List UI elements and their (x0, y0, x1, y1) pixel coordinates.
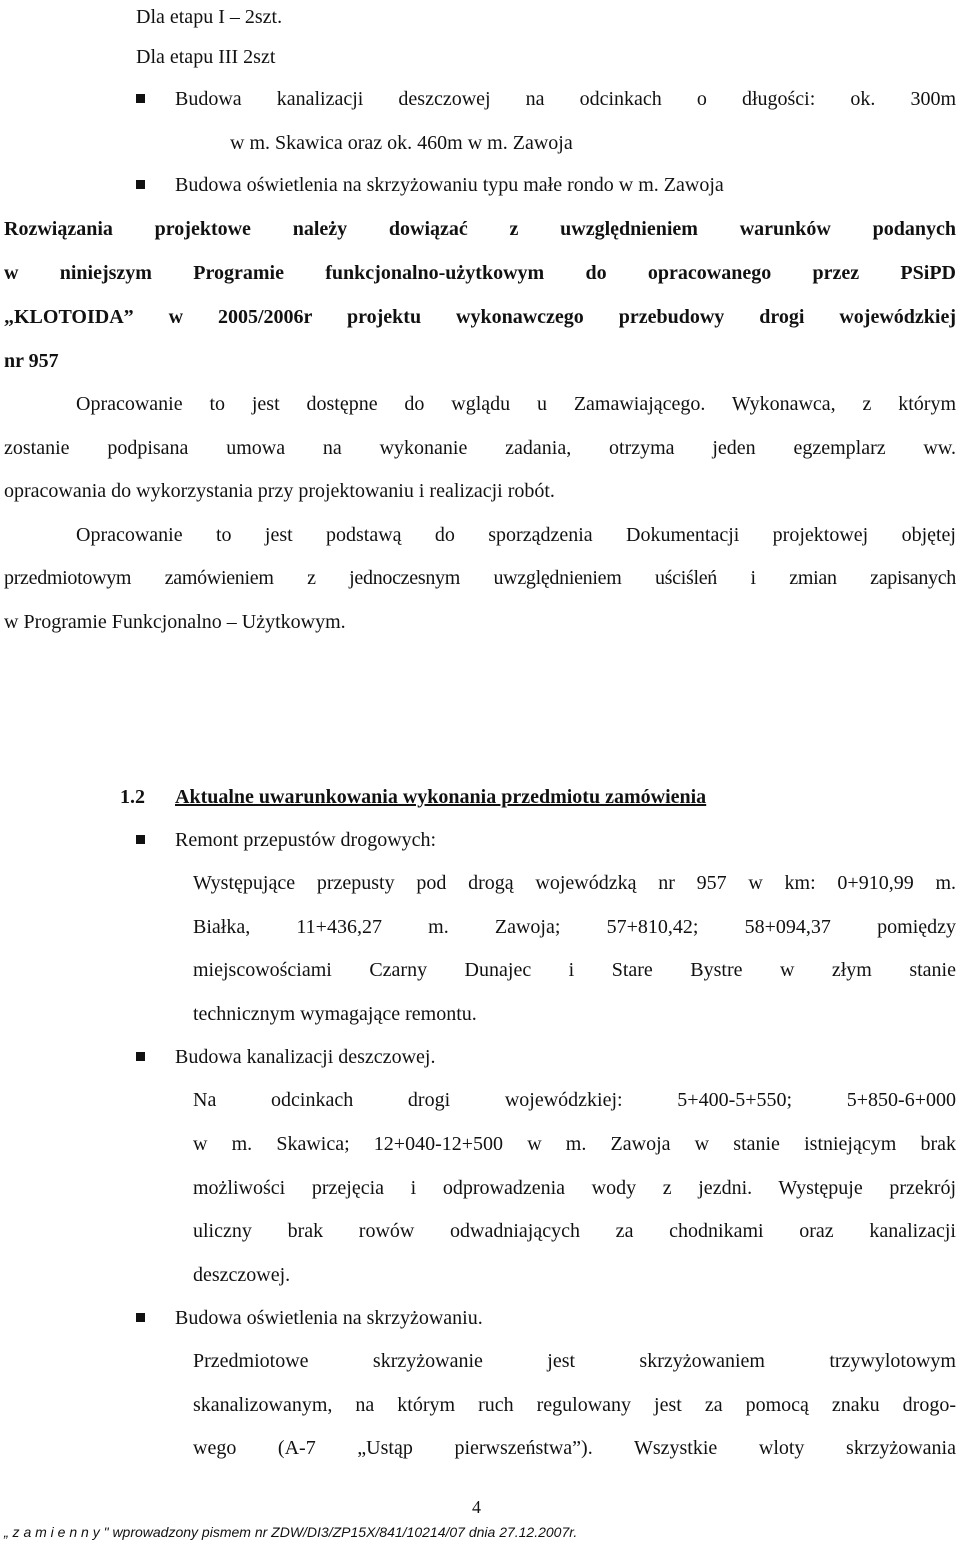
bullet-square-icon (136, 94, 145, 103)
list-item-text: w m. Skawica oraz ok. 460m w m. Zawoja (230, 132, 573, 154)
list-item-text: w m. Skawica; 12+040-12+500 w m. Zawoja w stanie istniejącym brak (193, 1133, 956, 1155)
list-item-title: Budowa kanalizacji deszczowej. (175, 1046, 436, 1068)
stage-1-count: Dla etapu I – 2szt. (136, 6, 283, 28)
bold-paragraph-line: Rozwiązania projektowe należy dowiązać z uwzględnieniem warunków podanych (4, 218, 956, 240)
bullet-square-icon (136, 1313, 145, 1322)
paragraph-line: w Programie Funkcjonalno – Użytkowym. (4, 611, 346, 633)
list-item-text: Budowa kanalizacji deszczowej na odcinkach o długości: ok. 300m (175, 88, 956, 110)
page-footer: „ z a m i e n n y " wprowadzony pismem nr ZDW/DI3/ZP15X/841/10214/07 dnia 27.12.2007r. (4, 1524, 578, 1540)
list-item-text: miejscowościami Czarny Dunajec i Stare Bystre w złym stanie (193, 959, 956, 981)
bullet-square-icon (136, 835, 145, 844)
list-item-text: Występujące przepusty pod drogą wojewódzką nr 957 w km: 0+910,99 m. (193, 872, 956, 894)
list-item-text: deszczowej. (193, 1264, 291, 1286)
list-item-title: Remont przepustów drogowych: (175, 829, 437, 851)
paragraph-line: Opracowanie to jest podstawą do sporządzenia Dokumentacji projektowej objętej (76, 524, 956, 546)
list-item-text: Przedmiotowe skrzyżowanie jest skrzyżowaniem trzywylotowym (193, 1350, 956, 1372)
list-item-text: Na odcinkach drogi wojewódzkiej: 5+400-5+550; 5+850-6+000 (193, 1089, 956, 1111)
bullet-square-icon (136, 1052, 145, 1061)
list-item-text: skanalizowanym, na którym ruch regulowany jest za pomocą znaku drogo- (193, 1394, 956, 1416)
bold-paragraph-line: „KLOTOIDA” w 2005/2006r projektu wykonawczego przebudowy drogi wojewódzkiej (4, 306, 956, 328)
bold-paragraph-line: nr 957 (4, 350, 59, 372)
paragraph-line: przedmiotowym zamówieniem z jednoczesnym uwzględnieniem uściśleń i zmian zapisanych (4, 567, 956, 589)
section-title: Aktualne uwarunkowania wykonania przedmiotu zamówienia (175, 786, 707, 808)
page-number: 4 (472, 1497, 481, 1517)
list-item-text: wego (A-7 „Ustąp pierwszeństwa”). Wszystkie wloty skrzyżowania (193, 1437, 956, 1459)
paragraph-line: opracowania do wykorzystania przy projektowaniu i realizacji robót. (4, 480, 555, 502)
list-item-text: uliczny brak rowów odwadniających za chodnikami oraz kanalizacji (193, 1220, 956, 1242)
list-item-text: Białka, 11+436,27 m. Zawoja; 57+810,42; 58+094,37 pomiędzy (193, 916, 956, 938)
list-item-text: możliwości przejęcia i odprowadzenia wody z jezdni. Występuje przekrój (193, 1177, 956, 1199)
paragraph-line: Opracowanie to jest dostępne do wglądu u Zamawiającego. Wykonawca, z którym (76, 393, 956, 415)
list-item-text: Budowa oświetlenia na skrzyżowaniu typu małe rondo w m. Zawoja (175, 174, 724, 196)
bullet-square-icon (136, 180, 145, 189)
stage-3-count: Dla etapu III 2szt (136, 46, 276, 68)
list-item-text: technicznym wymagające remontu. (193, 1003, 477, 1025)
bold-paragraph-line: w niniejszym Programie funkcjonalno-użytkowym do opracowanego przez PSiPD (4, 262, 956, 284)
section-number: 1.2 (120, 786, 145, 808)
paragraph-line: zostanie podpisana umowa na wykonanie zadania, otrzyma jeden egzemplarz ww. (4, 437, 956, 459)
list-item-title: Budowa oświetlenia na skrzyżowaniu. (175, 1307, 483, 1329)
